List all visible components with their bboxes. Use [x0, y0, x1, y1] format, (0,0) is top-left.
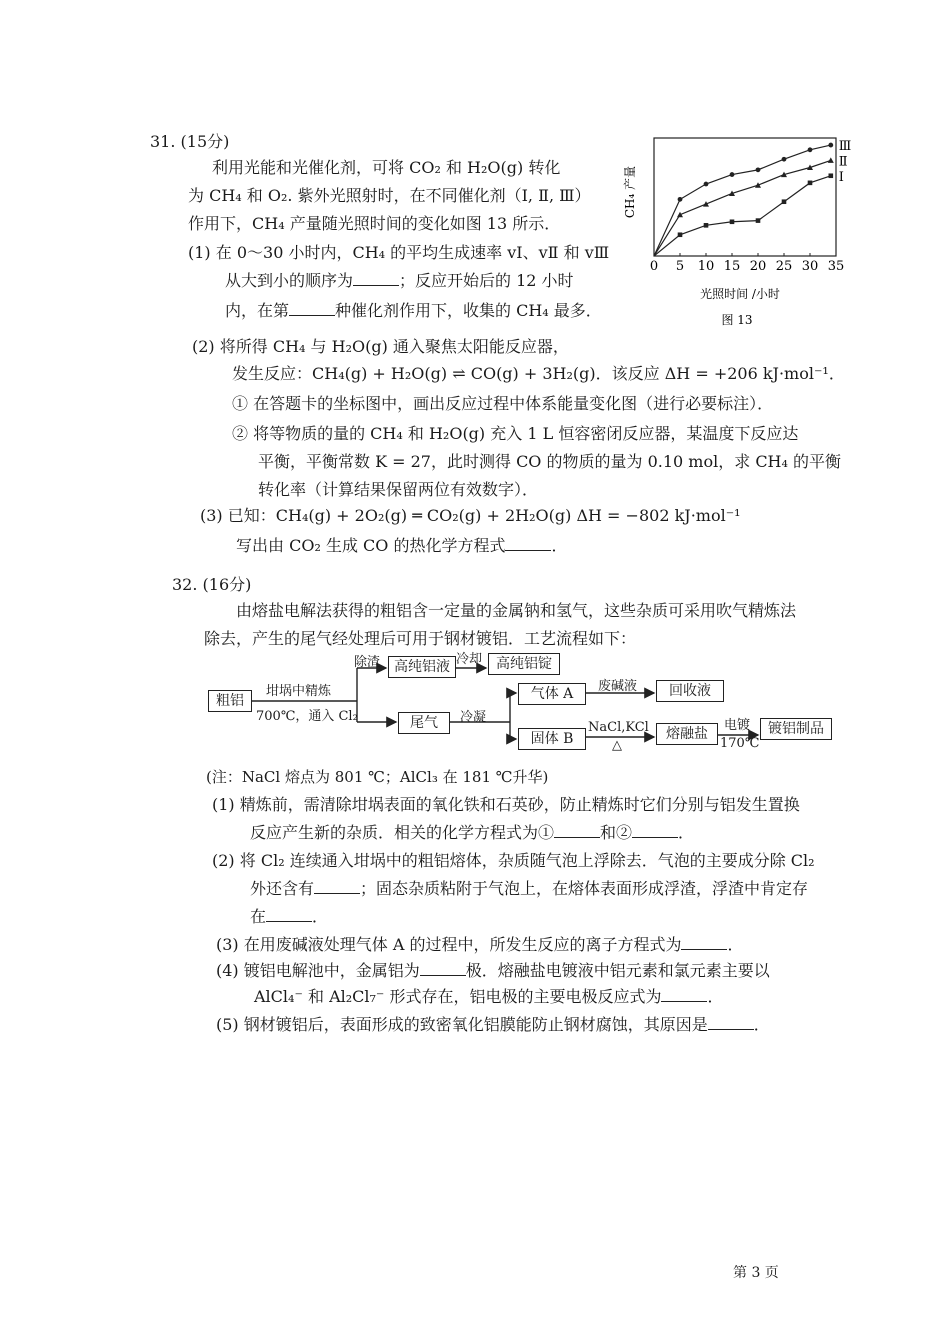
data-point: [730, 172, 735, 177]
x-tick-label: 15: [723, 259, 741, 274]
q32-part1-line1: (1) 精炼前，需清除坩埚表面的氧化铁和石英砂，防止精炼时它们分别与铝发生置换: [212, 795, 800, 814]
label-cooling: 冷却: [456, 652, 483, 667]
data-point: [829, 173, 834, 178]
label-170c: 170℃: [720, 736, 760, 751]
q32-intro-line1: 由熔盐电解法获得的粗铝含一定量的金属钠和氢气，这些杂质可采用吹气精炼法: [236, 601, 797, 620]
q32-p4b-post: ．: [707, 987, 724, 1006]
box-recovered-liquid: 回收液: [656, 680, 724, 702]
q31-part2-sub2-line2: 平衡，平衡常数 K = 27，此时测得 CO 的物质的量为 0.10 mol，求 CH₄ 的平衡: [258, 452, 842, 471]
answer-blank[interactable]: [661, 987, 707, 1002]
x-tick-label: 20: [749, 259, 767, 274]
box-plated-product: 镀铝制品: [760, 718, 832, 740]
label-condition: 700℃，通入 Cl₂: [256, 709, 358, 724]
answer-blank[interactable]: [289, 301, 335, 316]
series-line-2: [654, 160, 831, 256]
box-pure-al-ingot: 高纯铝锭: [488, 653, 560, 675]
data-point: [756, 218, 761, 223]
label-electroplating: 电镀: [724, 718, 751, 733]
q31-part2-line1: (2) 将所得 CH₄ 与 H₂O(g) 通入聚焦太阳能反应器，: [192, 337, 569, 356]
box-solid-b: 固体 B: [518, 728, 586, 750]
x-tick-label: 10: [697, 259, 715, 274]
q32-p3-post: ．: [727, 935, 744, 954]
box-gas-a: 气体 A: [518, 683, 586, 705]
q31-part3-line2: [236, 536, 568, 556]
q32-part5: [216, 1015, 770, 1035]
answer-blank[interactable]: [420, 961, 466, 976]
q32-p5-pre: (5) 钢材镀铝后，表面形成的致密氧化铝膜能防止钢材腐蚀，其原因是: [216, 1015, 708, 1034]
chart-title: 图 13: [721, 313, 753, 327]
label-crucible-refining: 坩埚中精炼: [266, 684, 332, 699]
q32-p4b-pre: AlCl₄⁻ 和 Al₂Cl₇⁻ 形式存在，铝电极的主要电极反应式为: [254, 987, 662, 1006]
x-tick-label: 0: [649, 259, 659, 274]
q31-p1c-post: 种催化剂作用下，收集的 CH₄ 最多．: [335, 301, 602, 320]
q32-part2-line3: [250, 907, 328, 927]
q32-p1b-mid: 和②: [600, 823, 633, 842]
q31-p1b-pre: 从大到小的顺序为: [225, 271, 354, 290]
q31-part2-reaction: 发生反应：CH₄(g) + H₂O(g) ⇌ CO(g) + 3H₂(g)．该反应 ΔH = +206 kJ·mol⁻¹．: [232, 364, 845, 383]
q32-part4-line2: [254, 987, 723, 1007]
q31-p3b-pre: 写出由 CO₂ 生成 CO 的热化学方程式: [236, 536, 506, 555]
data-point: [828, 157, 834, 163]
q31-part1-line3: [225, 301, 602, 321]
q31-p1b-post: ；反应开始后的 12 小时: [399, 271, 574, 290]
data-point: [678, 197, 683, 202]
q32-p2b-post: ；固态杂质粘附于气泡上，在熔体表面形成浮渣，浮渣中肯定存: [360, 879, 809, 898]
q31-p3b-post: ．: [551, 536, 568, 555]
data-point: [808, 147, 813, 152]
q31-p1c-pre: 内，在第: [225, 301, 290, 320]
q31-intro-line2: 为 CH₄ 和 O₂. 紫外光照射时，在不同催化剂（Ⅰ, Ⅱ, Ⅲ）: [188, 186, 591, 205]
q32-part3: [216, 935, 744, 955]
q32-intro-line2: 除去，产生的尾气经处理后可用于钢材镀铝．工艺流程如下：: [204, 629, 637, 648]
q32-part4-line1: [216, 961, 770, 981]
q31-part2-sub2-line1: ② 将等物质的量的 CH₄ 和 H₂O(g) 充入 1 L 恒容密闭反应器，某温度下反应达: [232, 424, 799, 443]
chart-plot-frame: [654, 138, 836, 256]
q32-note: (注：NaCl 熔点为 801 ℃；AlCl₃ 在 181 ℃升华): [206, 768, 549, 786]
box-tail-gas: 尾气: [398, 712, 450, 734]
box-molten-salt: 熔融盐: [656, 723, 718, 745]
label-waste-alkali: 废碱液: [598, 679, 638, 694]
answer-blank[interactable]: [554, 823, 600, 838]
q32-part2-line2: [250, 879, 808, 899]
q32-p4a-post: 极．熔融盐电镀液中铝元素和氯元素主要以: [465, 961, 770, 980]
process-flow-diagram: [200, 648, 840, 758]
answer-blank[interactable]: [632, 823, 678, 838]
box-pure-al-liquid: 高纯铝液: [388, 656, 456, 678]
q32-p2c-pre: 在: [250, 907, 267, 926]
q32-part1-line2: [250, 823, 694, 843]
data-point: [808, 181, 813, 186]
page-number: 第 3 页: [733, 1265, 779, 1281]
q31-part1-line2: [225, 271, 574, 291]
q31-part2-sub2-line3: 转化率（计算结果保留两位有效数字）．: [258, 480, 539, 499]
data-point: [730, 219, 735, 224]
data-point: [704, 182, 709, 187]
data-point: [782, 157, 787, 162]
answer-blank[interactable]: [708, 1015, 754, 1030]
chart-y-axis-label: CH₄ 产量: [623, 165, 637, 219]
box-crude-aluminum: 粗铝: [208, 690, 252, 712]
q32-p3-pre: (3) 在用废碱液处理气体 A 的过程中，所发生反应的离子方程式为: [216, 935, 682, 954]
data-point: [756, 167, 761, 172]
answer-blank[interactable]: [266, 907, 312, 922]
series-label: Ⅰ: [838, 169, 844, 185]
q31-intro-line1: 利用光能和光催化剂，可将 CO₂ 和 H₂O(g) 转化: [212, 158, 561, 177]
x-tick-label: 30: [801, 259, 819, 274]
q31-part1-line1: (1) 在 0～30 小时内，CH₄ 的平均生成速率 vⅠ、vⅡ 和 vⅢ: [188, 243, 610, 262]
answer-blank[interactable]: [353, 271, 399, 286]
series-label: Ⅲ: [838, 139, 852, 155]
data-point: [828, 143, 833, 148]
label-heat: △: [612, 738, 622, 753]
data-point: [782, 199, 787, 204]
data-point: [704, 223, 709, 228]
x-tick-label: 25: [775, 259, 793, 274]
chart-x-axis-label: 光照时间 /小时: [700, 287, 780, 301]
series-label: Ⅱ: [838, 154, 848, 170]
answer-blank[interactable]: [314, 879, 360, 894]
label-condense: 冷凝: [460, 710, 487, 725]
q32-p1b-post: ．: [678, 823, 695, 842]
label-remove-slag: 除渣: [354, 655, 381, 670]
q32-p2c-post: ．: [312, 907, 329, 926]
q32-p2b-pre: 外还含有: [250, 879, 315, 898]
q32-p1b-pre: 反应产生新的杂质．相关的化学方程式为①: [250, 823, 555, 842]
q32-p4a-pre: (4) 镀铝电解池中，金属铝为: [216, 961, 420, 980]
q31-intro-line3: 作用下，CH₄ 产量随光照时间的变化如图 13 所示．: [188, 214, 561, 233]
q31-part3-line1: (3) 已知：CH₄(g) + 2O₂(g) ═ CO₂(g) + 2H₂O(g) ΔH = −802 kJ·mol⁻¹: [200, 506, 741, 525]
q31-header: 31. (15分): [150, 132, 230, 151]
answer-blank[interactable]: [505, 536, 551, 551]
data-point: [678, 232, 683, 237]
q32-header: 32. (16分): [172, 575, 252, 594]
q32-part2-line1: (2) 将 Cl₂ 连续通入坩埚中的粗铝熔体，杂质随气泡上浮除去．气泡的主要成分除 Cl₂: [212, 851, 815, 870]
q32-p5-post: ．: [753, 1015, 770, 1034]
label-nacl-kcl: NaCl,KCl: [588, 720, 649, 735]
figure-13-chart: [623, 132, 852, 332]
x-tick-label: 35: [827, 259, 845, 274]
q31-part2-sub1: ① 在答题卡的坐标图中，画出反应过程中体系能量变化图（进行必要标注）．: [232, 394, 774, 413]
x-tick-label: 5: [675, 259, 685, 274]
answer-blank[interactable]: [681, 935, 727, 950]
